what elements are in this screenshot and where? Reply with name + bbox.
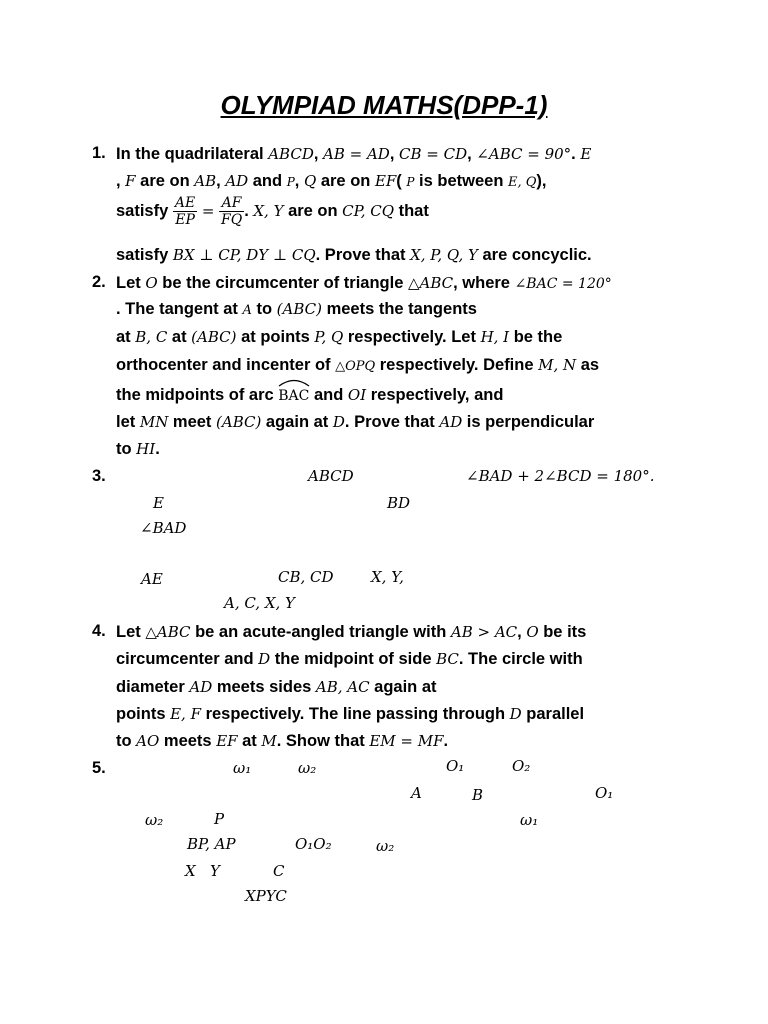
math: AD	[439, 413, 463, 431]
text: at	[167, 328, 192, 346]
text: are on	[316, 172, 375, 190]
text: .	[155, 440, 160, 458]
text: (	[396, 172, 407, 190]
problem-2-line-3	[116, 327, 562, 347]
math: D	[332, 413, 345, 431]
math: △ABC	[145, 623, 191, 641]
math: BC	[436, 650, 459, 668]
page-title: OLYMPIAD MATHS(DPP-1)	[220, 90, 548, 120]
math: BX ⊥ CP, DY ⊥ CQ	[172, 246, 316, 264]
math-fragment: O₂	[512, 757, 531, 775]
problem-2-line-2	[116, 299, 477, 321]
math: X, P, Q, Y	[410, 246, 478, 264]
text: ,	[216, 172, 226, 190]
math-fragment: O₁	[446, 757, 465, 775]
equals: =	[201, 202, 215, 220]
text: Let	[116, 623, 146, 641]
text: the midpoint of side	[270, 650, 437, 668]
math-fragment: ω₁	[520, 811, 539, 829]
fraction-af-fq: $\frac{AF}{FQ}$	[220, 195, 243, 229]
math: D	[258, 650, 271, 668]
problem-4-line-3	[116, 677, 437, 697]
math: AB, AC	[315, 678, 370, 696]
math: X, Y	[253, 202, 284, 220]
math-fragment: X	[185, 862, 196, 880]
text: be an acute-angled triangle with	[190, 623, 451, 641]
math: (ABC)	[216, 413, 262, 431]
math: (ABC)	[191, 328, 237, 346]
text: diameter	[116, 678, 190, 696]
math: Q	[303, 172, 317, 190]
text: is perpendicular	[462, 413, 595, 431]
text: In the quadrilateral	[116, 145, 269, 163]
text: the midpoints of arc	[116, 386, 279, 404]
problem-2-line-6	[116, 412, 594, 432]
math: AB > AC	[450, 623, 518, 641]
math: MN	[139, 413, 169, 431]
problem-2-line-7	[116, 439, 160, 459]
text: respectively. The line passing through	[200, 705, 510, 723]
math: HI	[136, 440, 156, 458]
text: and	[309, 386, 348, 404]
problem-1-line-4	[116, 245, 592, 265]
text: ,	[294, 172, 304, 190]
problem-1-line-3	[116, 194, 429, 228]
text: to	[116, 440, 137, 458]
text: ,	[313, 145, 324, 163]
math: AD	[189, 678, 213, 696]
math: A	[242, 303, 252, 318]
math: OI	[347, 386, 367, 404]
math-fragment: BD	[387, 494, 411, 512]
text: satisfy	[116, 246, 173, 264]
math-fragment: XPYC	[245, 887, 287, 905]
math-fragment: O₁	[595, 784, 614, 802]
math-fragment: B	[472, 786, 484, 804]
text: ,	[389, 145, 400, 163]
text: as	[576, 356, 600, 374]
math: CP, CQ	[342, 202, 395, 220]
text: , where	[453, 274, 515, 292]
text: ,	[517, 623, 527, 641]
text: and	[248, 172, 287, 190]
text: meets sides	[212, 678, 316, 696]
math: O	[145, 274, 158, 292]
text: to	[251, 300, 277, 318]
math-fragment: AE	[141, 570, 163, 588]
problem-4-line-4	[116, 704, 584, 724]
text: . The tangent at	[116, 300, 243, 318]
text: ),	[536, 172, 547, 190]
math-fragment: ω₂	[298, 759, 317, 777]
text: again at	[261, 413, 333, 431]
problem-2-line-4	[116, 355, 599, 377]
math: △OPQ	[335, 359, 376, 374]
text: ,	[467, 145, 477, 163]
text: respectively, and	[366, 386, 504, 404]
math: EF	[374, 172, 397, 190]
math-fragment: A, C, X, Y	[224, 594, 295, 612]
problem-1-line-1	[116, 144, 591, 164]
text: . Prove that	[315, 246, 411, 264]
problem-4-line-5	[116, 731, 448, 751]
math: EF	[216, 732, 238, 750]
math: E, Q	[508, 175, 537, 190]
text: parallel	[521, 705, 585, 723]
problem-1-line-2	[116, 171, 547, 193]
text: orthocenter and incenter of	[116, 356, 336, 374]
problem-4-line-2	[116, 649, 583, 669]
problem-2-line-1	[116, 273, 612, 294]
math-fragment: O₁O₂	[295, 835, 332, 853]
text: are on	[135, 172, 195, 190]
problem-4-number: 4.	[92, 622, 106, 640]
text: at	[237, 732, 262, 750]
text: satisfy	[116, 202, 173, 220]
math-fragment: ω₂	[145, 811, 164, 829]
math-fragment: ∠BAD	[140, 519, 187, 537]
math: B, C	[135, 328, 168, 346]
math: M	[261, 732, 277, 750]
math-fragment: ω₂	[376, 837, 395, 855]
text: meets	[159, 732, 217, 750]
text: be its	[538, 623, 587, 641]
text: let	[116, 413, 140, 431]
math: AB	[194, 172, 217, 190]
math-fragment: C	[273, 862, 285, 880]
math: EM = MF	[369, 732, 444, 750]
text: Let	[116, 274, 146, 292]
text: .	[571, 145, 581, 163]
math: ABCD	[268, 145, 314, 163]
text: .	[244, 202, 254, 220]
fraction-ae-ep: $\frac{AE}{EP}$	[174, 195, 196, 229]
text: at points	[236, 328, 315, 346]
problem-1-number: 1.	[92, 144, 106, 162]
math-fragment: CB, CD	[278, 568, 334, 586]
text: . Show that	[276, 732, 370, 750]
text: meet	[168, 413, 217, 431]
math: O	[526, 623, 539, 641]
math-fragment: A	[411, 784, 422, 802]
math-fragment: ω₁	[233, 759, 252, 777]
math-fragment: ∠BAD + 2∠BCD = 180°.	[466, 467, 655, 485]
text: that	[394, 202, 429, 220]
math: P, Q	[314, 328, 344, 346]
arc-bac: BAC	[278, 386, 309, 406]
math: E	[580, 145, 592, 163]
problem-2-line-5	[116, 385, 503, 406]
text: . Prove that	[344, 413, 440, 431]
math: △ABC	[407, 274, 454, 292]
math: ∠ABC = 90°	[476, 145, 572, 163]
text: again at	[369, 678, 437, 696]
math: AB = AD	[323, 145, 390, 163]
math-fragment: ABCD	[308, 467, 354, 485]
math-fragment: Y	[210, 862, 220, 880]
problem-2-number: 2.	[92, 273, 106, 291]
math: P	[406, 175, 415, 189]
text: respectively. Let	[343, 328, 481, 346]
math-fragment: BP, AP	[187, 835, 236, 853]
text: . The circle with	[458, 650, 583, 668]
text: respectively. Define	[375, 356, 539, 374]
math-fragment: E	[153, 494, 164, 512]
problem-3-number: 3.	[92, 467, 106, 485]
math: D	[509, 705, 522, 723]
text: at	[116, 328, 136, 346]
text: are on	[283, 202, 343, 220]
text: meets the tangents	[321, 300, 477, 318]
text: circumcenter and	[116, 650, 259, 668]
text: points	[116, 705, 171, 723]
math: ∠BAC = 120°	[514, 276, 612, 292]
problem-5-number: 5.	[92, 759, 106, 777]
math: M, N	[538, 356, 577, 374]
text: is between	[414, 172, 508, 190]
text: ,	[116, 172, 126, 190]
math: F	[125, 172, 136, 190]
text: be the	[509, 328, 563, 346]
text: .	[443, 732, 449, 750]
math-fragment: X, Y,	[371, 568, 404, 586]
math: E, F	[170, 705, 201, 723]
math: CB = CD	[399, 145, 468, 163]
math: H, I	[480, 328, 510, 346]
math: AO	[136, 732, 160, 750]
math: AD	[225, 172, 249, 190]
text: are concyclic.	[477, 246, 592, 264]
math: (ABC)	[276, 300, 322, 318]
text: be the circumcenter of triangle	[157, 274, 408, 292]
math-fragment: P	[214, 810, 225, 828]
problem-4-line-1	[116, 622, 586, 642]
text: to	[116, 732, 137, 750]
arc-symbol-icon	[277, 377, 311, 387]
math: P	[286, 175, 295, 189]
